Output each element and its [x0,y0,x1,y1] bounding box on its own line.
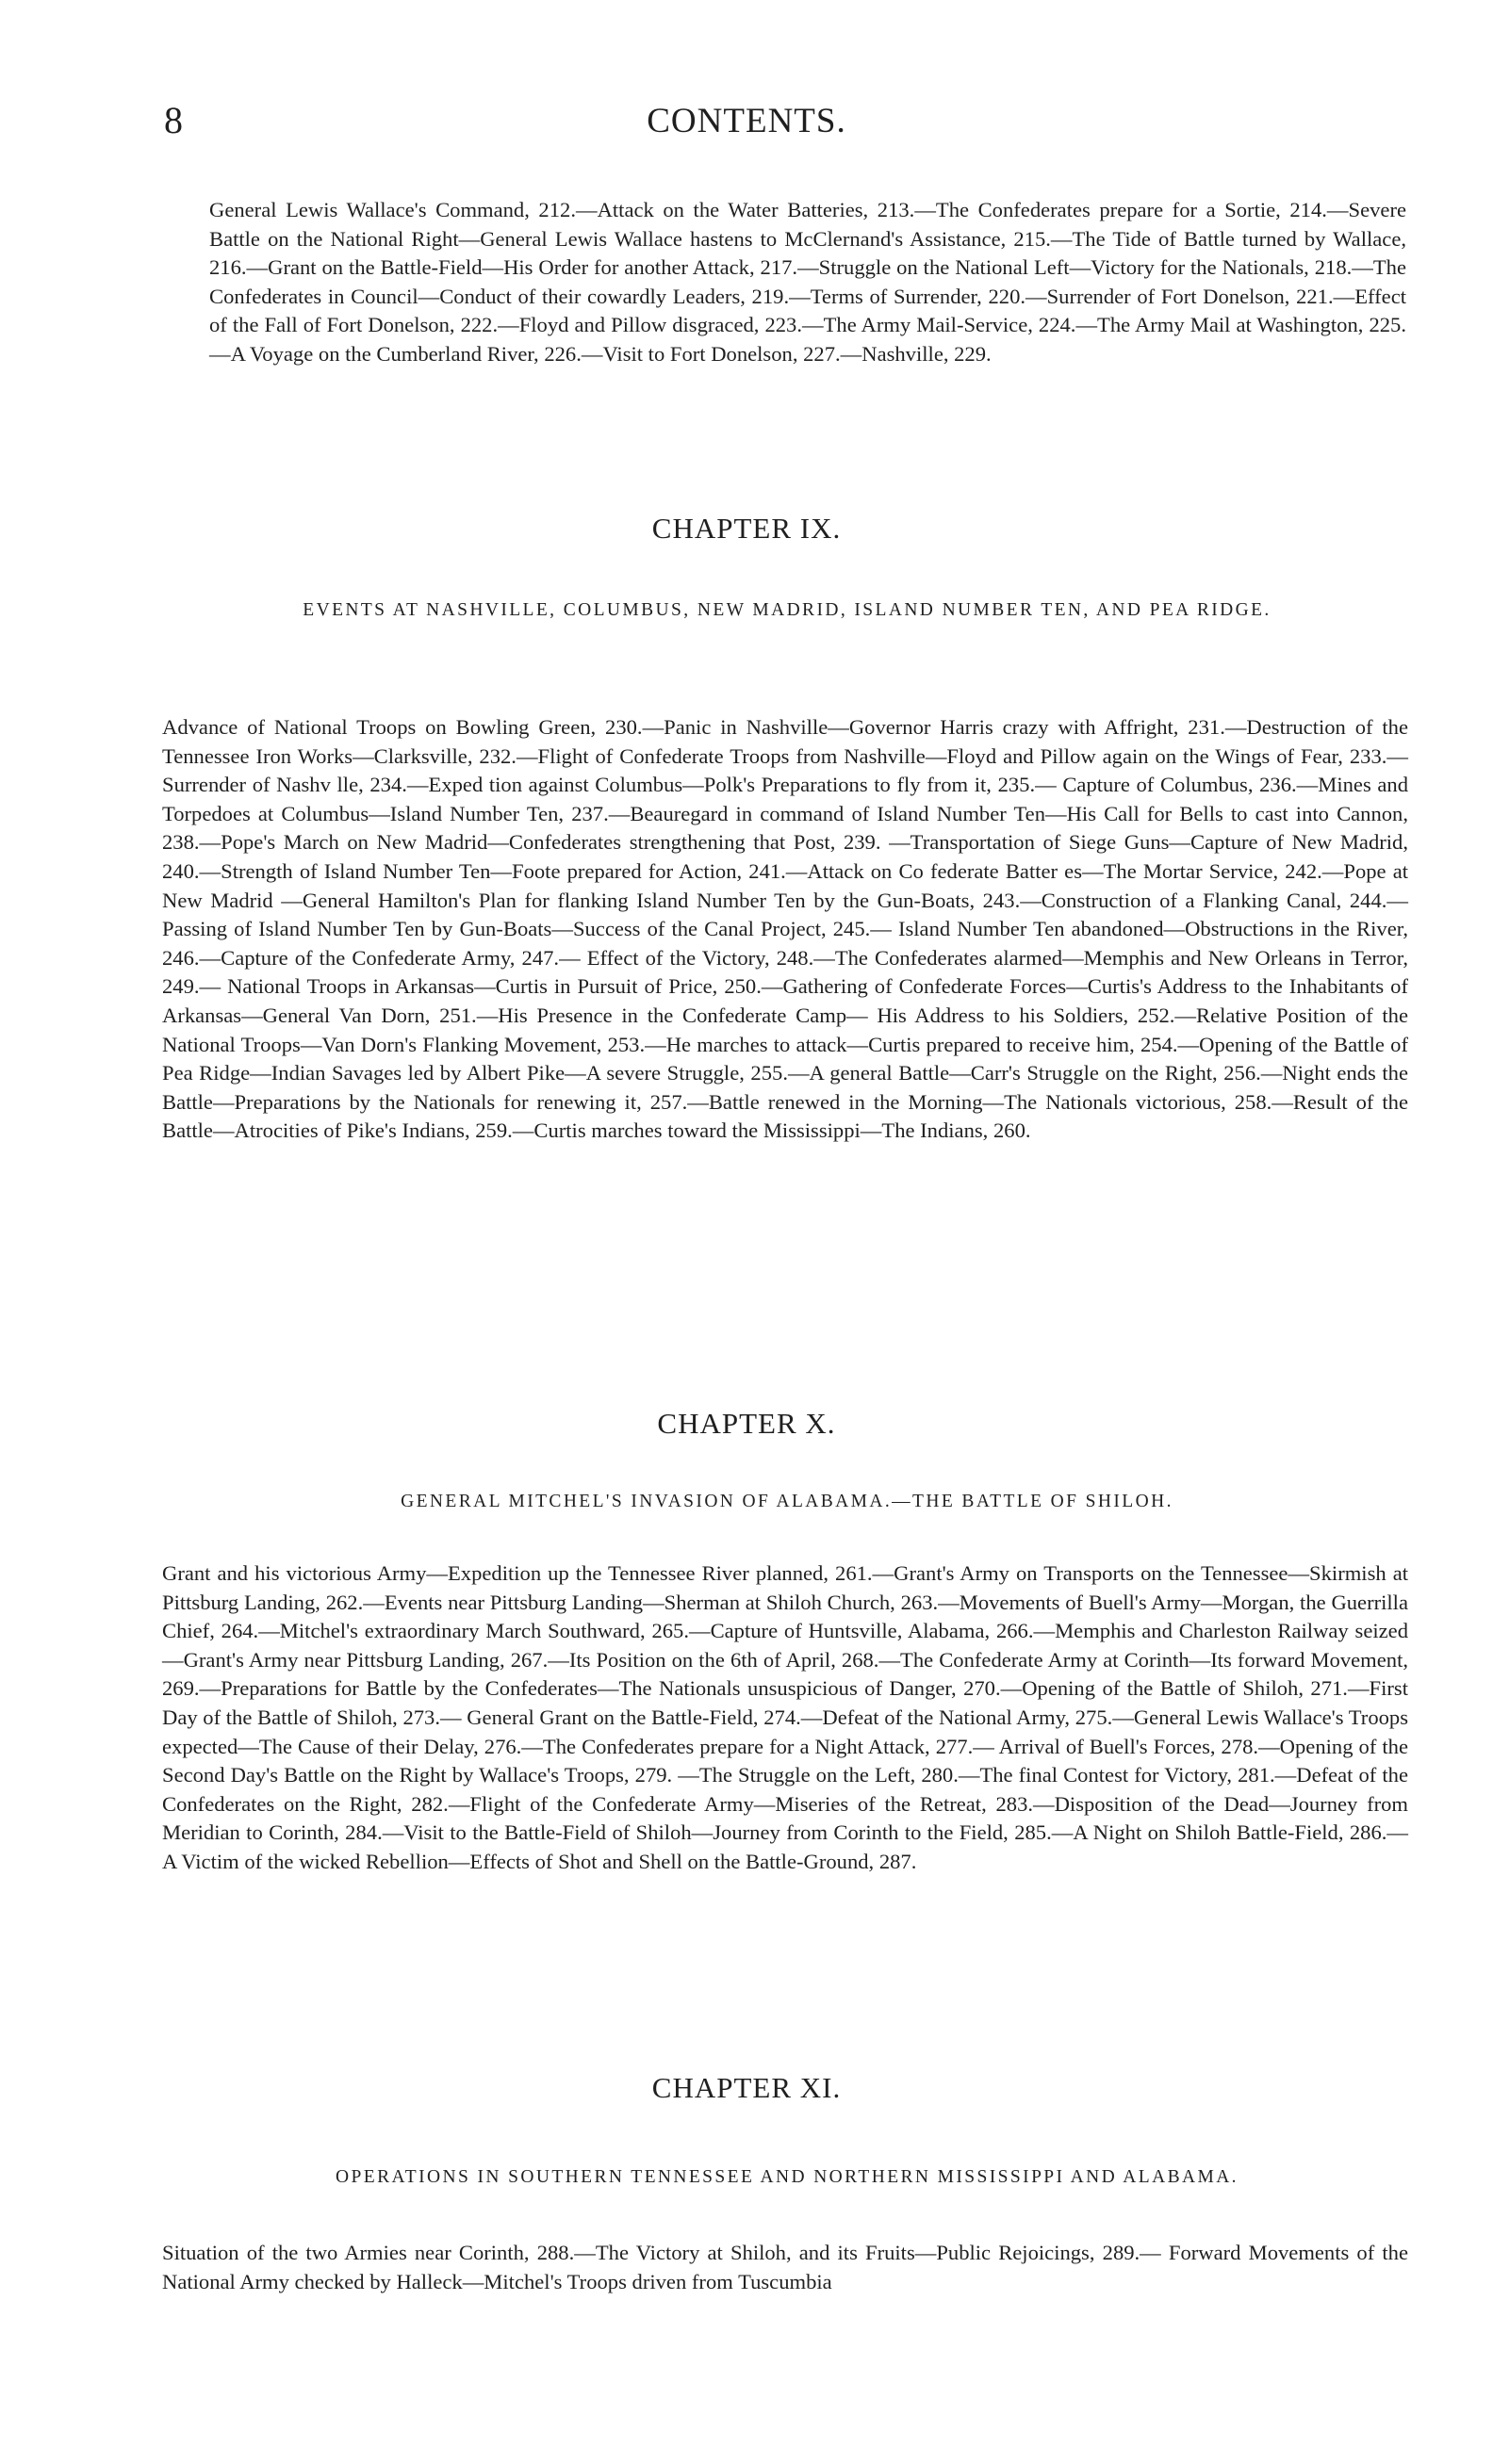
chapter-xi-title: CHAPTER XI. [651,2071,842,2104]
chapter-x-subtitle: GENERAL MITCHEL'S INVASION OF ALABAMA.—THE BATTLE OF SHILOH. [401,1492,1173,1511]
chapter-ix-contents: Advance of National Troops on Bowling Green, 230.—Panic in Nashville—Governor Harris crazy with Affright, 231.—Destruction of the Tennessee Iron Works—Clarksville, 232.—Flight of Confederate Troops from Nashville—Floyd and Pillow again on the Wings of Fear, 233.—Surrender of Nashv lle, 234.—Exped tion against Columbus—Polk's Preparations to fly from it, 235.— Capture of Columbus, 236.—Mines and Torpedoes at Columbus—Island Number Ten, 237.—Beauregard in command of Island Number Ten—His Call for Bells to cast into Cannon, 238.—Pope's March on New Madrid—Confederates strengthening that Post, 239. —Transportation of Siege Guns—Capture of New Madrid, 240.—Strength of Island Number Ten—Foote prepared for Action, 241.—Attack on Co federate Batter es—The Mortar Service, 242.—Pope at New Madrid —General Hamilton's Plan for flanking Island Number Ten by the Gun-Boats, 243.—Construction of a Flanking Canal, 244.—Passing of Island Number Ten by Gun-Boats—Success of the Canal Project, 245.— Island Number Ten abandoned—Obstructions in the River, 246.—Capture of the Confederate Army, 247.— Effect of the Victory, 248.—The Confederates alarmed—Memphis and New Orleans in Terror, 249.— National Troops in Arkansas—Curtis in Pursuit of Price, 250.—Gathering of Confederate Forces—Curtis's Address to the Inhabitants of Arkansas—General Van Dorn, 251.—His Presence in the Confederate Camp— His Address to his Soldiers, 252.—Relative Position of the National Troops—Van Dorn's Flanking Movement, 253.—He marches to attack—Curtis prepared to receive him, 254.—Opening of the Battle of Pea Ridge—Indian Savages led by Albert Pike—A severe Struggle, 255.—A general Battle—Carr's Struggle on the Right, 256.—Night ends the Battle—Preparations by the Nationals for renewing it, 257.—Battle renewed in the Morning—The Nationals victorious, 258.—Result of the Battle—Atrocities of Pike's Indians, 259.—Curtis marches toward the Mississippi—The Indians, 260. [162,715,1408,1143]
continued-contents-paragraph: General Lewis Wallace's Command, 212.—Attack on the Water Batteries, 213.—The Confederates prepare for a Sortie, 214.—Severe Battle on the National Right—General Lewis Wallace hastens to McClernand's Assistance, 215.—The Tide of Battle turned by Wallace, 216.—Grant on the Battle-Field—His Order for another Attack, 217.—Struggle on the National Left—Victory for the Nationals, 218.—The Confederates in Council—Conduct of their cowardly Leaders, 219.—Terms of Surrender, 220.—Surrender of Fort Donelson, 221.—Effect of the Fall of Fort Donelson, 222.—Floyd and Pillow disgraced, 223.—The Army Mail-Service, 224.—The Army Mail at Washington, 225.—A Voyage on the Cumberland River, 226.—Visit to Fort Donelson, 227.—Nashville, 229. [209,198,1406,366]
chapter-ix-title: CHAPTER IX. [651,512,842,545]
chapter-ix-subtitle: EVENTS AT NASHVILLE, COLUMBUS, NEW MADRID, ISLAND NUMBER TEN, AND PEA RIDGE. [303,600,1272,620]
chapter-x-contents: Grant and his victorious Army—Expedition up the Tennessee River planned, 261.—Grant's Army on Transports on the Tennessee—Skirmish at Pittsburg Landing, 262.—Events near Pittsburg Landing—Sherman at Shiloh Church, 263.—Movements of Buell's Army—Morgan, the Guerrilla Chief, 264.—Mitchel's extraordinary March Southward, 265.—Capture of Huntsville, Alabama, 266.—Memphis and Charleston Railway seized—Grant's Army near Pittsburg Landing, 267.—Its Position on the 6th of April, 268.—The Confederate Army at Corinth—Its forward Movement, 269.—Preparations for Battle by the Confederates—The Nationals unsuspicious of Danger, 270.—Opening of the Battle of Shiloh, 271.—First Day of the Battle of Shiloh, 273.— General Grant on the Battle-Field, 274.—Defeat of the National Army, 275.—General Lewis Wallace's Troops expected—The Cause of their Delay, 276.—The Confederates prepare for a Night Attack, 277.— Arrival of Buell's Forces, 278.—Opening of the Second Day's Battle on the Right by Wallace's Troops, 279. —The Struggle on the Left, 280.—The final Contest for Victory, 281.—Defeat of the Confederates on the Right, 282.—Flight of the Confederate Army—Miseries of the Retreat, 283.—Disposition of the Dead—Journey from Meridian to Corinth, 284.—Visit to the Battle-Field of Shiloh—Journey from Corinth to the Field, 285.—A Night on Shiloh Battle-Field, 286.—A Victim of the wicked Rebellion—Effects of Shot and Shell on the Battle-Ground, 287. [162,1561,1408,1873]
chapter-x-title: CHAPTER X. [657,1407,836,1440]
chapter-xi-contents: Situation of the two Armies near Corinth, 288.—The Victory at Shiloh, and its Fruits—Public Rejoicings, 289.— Forward Movements of the National Army checked by Halleck—Mitchel's Troops driven from Tuscumbia [162,2241,1408,2293]
page-number: 8 [164,99,183,141]
chapter-xi-subtitle: OPERATIONS IN SOUTHERN TENNESSEE AND NORTHERN MISSISSIPPI AND ALABAMA. [336,2167,1239,2187]
running-title: CONTENTS. [647,102,846,140]
